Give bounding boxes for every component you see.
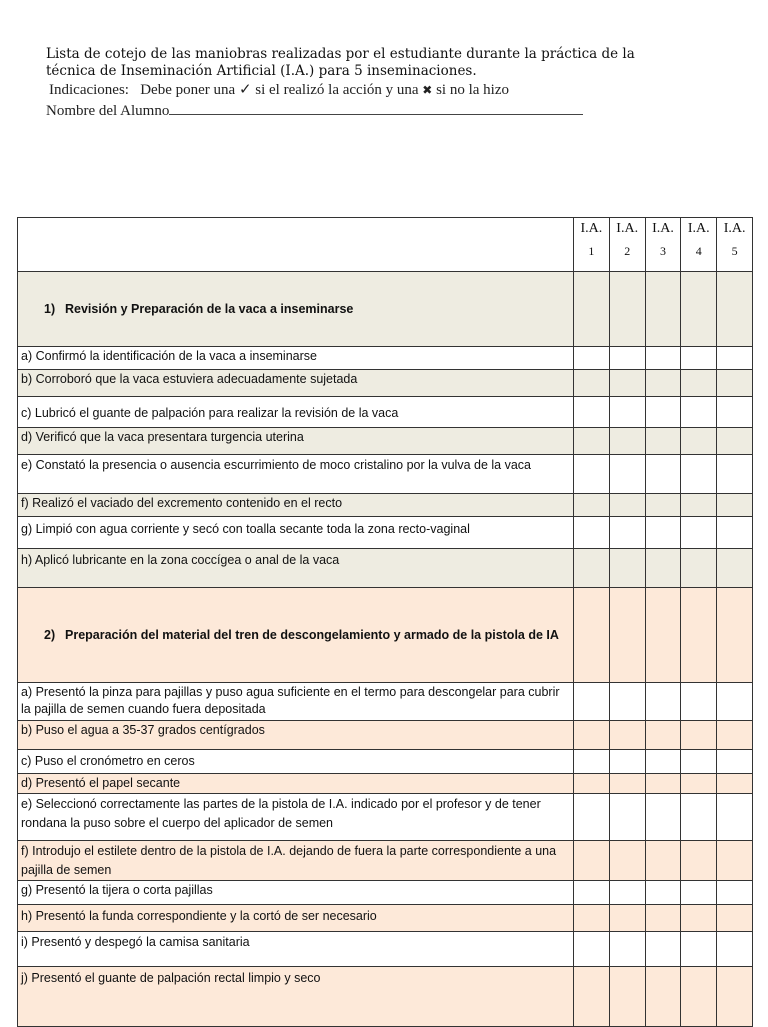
checklist-item: [18, 549, 753, 588]
item-text: b) Corroboró que la vaca estuviera adecuadamente sujetada: [18, 370, 574, 397]
check-cell[interactable]: [717, 905, 753, 932]
column-header-ia-3: I.A. 3: [645, 218, 681, 272]
check-cell[interactable]: [717, 588, 753, 683]
check-cell[interactable]: [717, 750, 753, 774]
item-text: d) Verificó que la vaca presentara turgencia uterina: [18, 428, 574, 455]
check-cell[interactable]: [717, 455, 753, 494]
item-text: j) Presentó el guante de palpación rectal limpio y seco: [18, 967, 574, 1027]
checklist-item: [18, 455, 753, 494]
section-1-title: 1) Revisión y Preparación de la vaca a inseminarse: [18, 272, 574, 347]
check-cell[interactable]: [645, 932, 681, 967]
column-header-ia-4: I.A. 4: [681, 218, 717, 272]
check-cell[interactable]: [609, 721, 645, 750]
check-cell[interactable]: [681, 721, 717, 750]
check-cell[interactable]: [717, 397, 753, 428]
check-cell[interactable]: [681, 428, 717, 455]
checklist-item: [18, 721, 753, 750]
checklist-item: [18, 750, 753, 774]
check-cell[interactable]: [574, 841, 610, 881]
checklist-item: [18, 905, 753, 932]
check-cell[interactable]: [717, 683, 753, 721]
check-cell[interactable]: [574, 549, 610, 588]
instructions-text-b: si el realizó la acción y una: [255, 82, 419, 98]
item-text: c) Puso el cronómetro en ceros: [18, 750, 574, 774]
intro-line-1: Lista de cotejo de las maniobras realizadas por el estudiante durante la práctica de la: [46, 46, 635, 62]
check-cell[interactable]: [681, 494, 717, 517]
check-cell[interactable]: [609, 683, 645, 721]
check-cell[interactable]: [609, 881, 645, 905]
check-cell[interactable]: [645, 721, 681, 750]
check-cell[interactable]: [717, 774, 753, 794]
check-cell[interactable]: [574, 517, 610, 549]
item-text: a) Confirmó la identificación de la vaca a inseminarse: [18, 347, 574, 370]
check-cell[interactable]: [574, 397, 610, 428]
item-text: f) Realizó el vaciado del excremento contenido en el recto: [18, 494, 574, 517]
check-cell[interactable]: [609, 272, 645, 347]
checklist-item: [18, 397, 753, 428]
instructions-text-c: si no la hizo: [436, 82, 509, 98]
check-cell[interactable]: [645, 549, 681, 588]
check-cell[interactable]: [681, 750, 717, 774]
check-cell[interactable]: [574, 347, 610, 370]
item-text: i) Presentó y despegó la camisa sanitaria: [18, 932, 574, 967]
checklist-item: [18, 517, 753, 549]
check-cell[interactable]: [717, 370, 753, 397]
check-cell[interactable]: [717, 881, 753, 905]
check-cell[interactable]: [681, 967, 717, 1027]
student-name-label: Nombre del Alumno: [46, 103, 170, 119]
check-cell[interactable]: [681, 370, 717, 397]
checklist-item: [18, 967, 753, 1027]
check-cell[interactable]: [574, 774, 610, 794]
check-cell[interactable]: [681, 588, 717, 683]
student-name-field[interactable]: [169, 102, 583, 115]
check-cell[interactable]: [681, 841, 717, 881]
check-cell[interactable]: [681, 774, 717, 794]
check-cell[interactable]: [645, 841, 681, 881]
checklist-item: [18, 841, 753, 881]
check-cell[interactable]: [645, 494, 681, 517]
check-cell[interactable]: [681, 881, 717, 905]
item-text: f) Introdujo el estilete dentro de la pistola de I.A. dejando de fuera la parte correspondiente a una pajilla de semen: [18, 841, 574, 881]
column-header-ia-5: I.A. 5: [717, 218, 753, 272]
check-cell[interactable]: [645, 397, 681, 428]
check-cell[interactable]: [717, 347, 753, 370]
check-cell[interactable]: [717, 494, 753, 517]
column-header-ia-2: I.A. 2: [609, 218, 645, 272]
check-cell[interactable]: [681, 549, 717, 588]
check-cell[interactable]: [681, 794, 717, 841]
item-text: g) Limpió con agua corriente y secó con toalla secante toda la zona recto-vaginal: [18, 517, 574, 549]
check-cell[interactable]: [609, 967, 645, 1027]
column-header-ia-1: I.A. 1: [574, 218, 610, 272]
check-cell[interactable]: [574, 881, 610, 905]
check-cell[interactable]: [574, 370, 610, 397]
check-cell[interactable]: [681, 272, 717, 347]
item-text: h) Presentó la funda correspondiente y la cortó de ser necesario: [18, 905, 574, 932]
check-cell[interactable]: [574, 967, 610, 1027]
check-cell[interactable]: [717, 272, 753, 347]
section-2-title: 2) Preparación del material del tren de descongelamiento y armado de la pistola de IA: [18, 588, 574, 683]
check-cell[interactable]: [574, 794, 610, 841]
checklist-item: [18, 881, 753, 905]
check-cell[interactable]: [609, 370, 645, 397]
document-header: [46, 46, 726, 122]
check-cell[interactable]: [717, 428, 753, 455]
check-cell[interactable]: [717, 841, 753, 881]
check-cell[interactable]: [717, 549, 753, 588]
student-name-row: [46, 101, 726, 122]
check-cell[interactable]: [717, 932, 753, 967]
check-cell[interactable]: [574, 683, 610, 721]
check-cell[interactable]: [609, 397, 645, 428]
instructions-label: Indicaciones:: [49, 82, 129, 98]
item-text: b) Puso el agua a 35-37 grados centígrados: [18, 721, 574, 750]
checklist-item: [18, 932, 753, 967]
item-text: a) Presentó la pinza para pajillas y puso agua suficiente en el termo para descongelar para cubrir la pajilla de semen cuando fuera depositada: [18, 683, 574, 721]
check-cell[interactable]: [574, 905, 610, 932]
check-cell[interactable]: [681, 397, 717, 428]
check-cell[interactable]: [645, 517, 681, 549]
check-cell[interactable]: [609, 794, 645, 841]
check-mark-icon: ✓: [238, 82, 252, 98]
check-cell[interactable]: [574, 272, 610, 347]
check-cell[interactable]: [681, 932, 717, 967]
check-cell[interactable]: [574, 588, 610, 683]
check-cell[interactable]: [574, 494, 610, 517]
header-blank-cell: [18, 218, 574, 272]
check-cell[interactable]: [609, 347, 645, 370]
check-cell[interactable]: [645, 272, 681, 347]
checklist-item: [18, 428, 753, 455]
check-cell[interactable]: [609, 517, 645, 549]
check-cell[interactable]: [609, 774, 645, 794]
check-cell[interactable]: [717, 794, 753, 841]
checklist-table: [17, 217, 753, 1027]
check-cell[interactable]: [574, 932, 610, 967]
check-cell[interactable]: [609, 905, 645, 932]
header-row: [18, 218, 753, 272]
item-text: d) Presentó el papel secante: [18, 774, 574, 794]
checklist-item: [18, 347, 753, 370]
check-cell[interactable]: [717, 721, 753, 750]
instructions-text-a: Debe poner una: [140, 82, 236, 98]
instructions: [49, 80, 726, 101]
check-cell[interactable]: [681, 455, 717, 494]
item-text: e) Constató la presencia o ausencia escurrimiento de moco cristalino por la vulva de la vaca: [18, 455, 574, 494]
check-cell[interactable]: [681, 905, 717, 932]
check-cell[interactable]: [574, 455, 610, 494]
check-cell[interactable]: [574, 428, 610, 455]
check-cell[interactable]: [645, 881, 681, 905]
check-cell[interactable]: [717, 967, 753, 1027]
check-cell[interactable]: [645, 750, 681, 774]
check-cell[interactable]: [645, 683, 681, 721]
check-cell[interactable]: [645, 428, 681, 455]
check-cell[interactable]: [645, 774, 681, 794]
item-text: h) Aplicó lubricante en la zona coccígea o anal de la vaca: [18, 549, 574, 588]
check-cell[interactable]: [645, 455, 681, 494]
cross-mark-icon: ✖: [422, 83, 433, 97]
check-cell[interactable]: [645, 794, 681, 841]
check-cell[interactable]: [609, 588, 645, 683]
check-cell[interactable]: [609, 932, 645, 967]
check-cell[interactable]: [645, 588, 681, 683]
section-1-title-row: [18, 272, 753, 347]
checklist-item: [18, 774, 753, 794]
check-cell[interactable]: [645, 347, 681, 370]
check-cell[interactable]: [681, 683, 717, 721]
check-cell[interactable]: [574, 721, 610, 750]
checklist-item: [18, 683, 753, 721]
check-cell[interactable]: [717, 517, 753, 549]
check-cell[interactable]: [609, 750, 645, 774]
check-cell[interactable]: [681, 517, 717, 549]
checklist-item: [18, 794, 753, 841]
check-cell[interactable]: [645, 967, 681, 1027]
check-cell[interactable]: [645, 370, 681, 397]
checklist-item: [18, 370, 753, 397]
check-cell[interactable]: [609, 841, 645, 881]
check-cell[interactable]: [609, 549, 645, 588]
item-text: g) Presentó la tijera o corta pajillas: [18, 881, 574, 905]
check-cell[interactable]: [645, 905, 681, 932]
check-cell[interactable]: [681, 347, 717, 370]
item-text: e) Seleccionó correctamente las partes de la pistola de I.A. indicado por el profesor y de tener rondana la puso sobre el cuerpo del aplicador de semen: [18, 794, 574, 841]
intro-line-2: técnica de Inseminación Artificial (I.A.) para 5 inseminaciones.: [46, 63, 477, 79]
check-cell[interactable]: [609, 455, 645, 494]
check-cell[interactable]: [574, 750, 610, 774]
section-2-title-row: [18, 588, 753, 683]
check-cell[interactable]: [609, 428, 645, 455]
check-cell[interactable]: [609, 494, 645, 517]
item-text: c) Lubricó el guante de palpación para realizar la revisión de la vaca: [18, 397, 574, 428]
checklist-item: [18, 494, 753, 517]
